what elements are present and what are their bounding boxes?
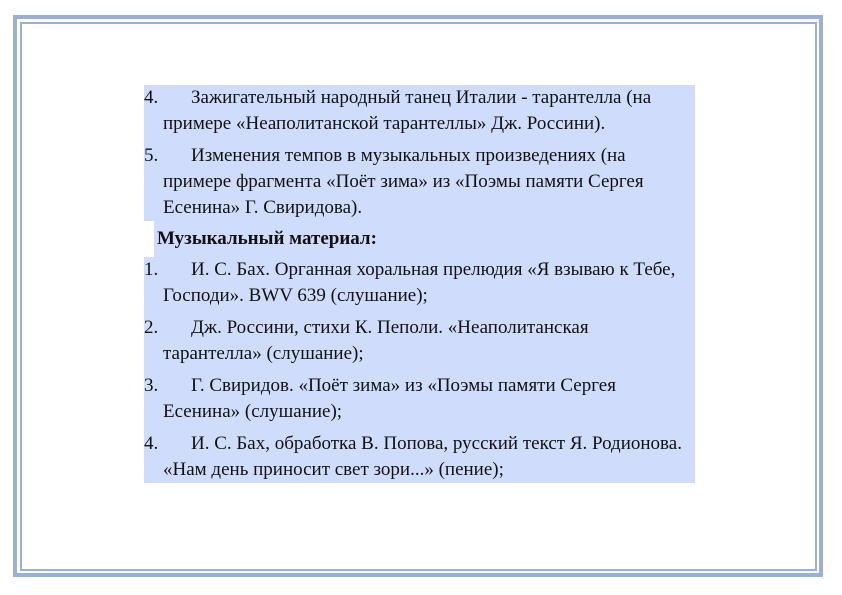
list-item <box>144 257 695 309</box>
slide-content <box>144 85 695 483</box>
material-list <box>144 257 695 483</box>
item-number: 4. <box>144 433 159 454</box>
item-text: Зажигательный народный танец Италии - тарантелла (на примере «Неаполитанской тарантеллы» Дж. Россини). <box>163 87 652 134</box>
item-number: 2. <box>144 317 159 338</box>
item-number: 4. <box>144 87 159 108</box>
topic-list <box>144 85 695 221</box>
item-text: Изменения темпов в музыкальных произведениях (на примере фрагмента «Поёт зима» из «Поэмы памяти Сергея Есенина» Г. Свиридова). <box>163 145 644 218</box>
list-item <box>144 431 695 483</box>
heading-text: Музыкальный материал: <box>157 228 377 249</box>
list-item <box>144 143 695 221</box>
item-text: Дж. Россини, стихи К. Пеполи. «Неаполитанская тарантелла» (слушание); <box>163 317 589 364</box>
list-item <box>144 85 695 137</box>
item-number: 3. <box>144 375 159 396</box>
item-text: И. С. Бах, обработка В. Попова, русский текст Я. Родионова. «Нам день приносит свет зори...» (пение); <box>163 433 682 480</box>
item-number: 5. <box>144 145 159 166</box>
list-item <box>144 315 695 367</box>
list-item <box>144 373 695 425</box>
item-number: 1. <box>144 259 159 280</box>
item-text: Г. Свиридов. «Поёт зима» из «Поэмы памяти Сергея Есенина» (слушание); <box>163 375 616 422</box>
section-heading <box>144 221 695 257</box>
item-text: И. С. Бах. Органная хоральная прелюдия «Я взываю к Тебе, Господи». BWV 639 (слушание); <box>163 259 676 306</box>
